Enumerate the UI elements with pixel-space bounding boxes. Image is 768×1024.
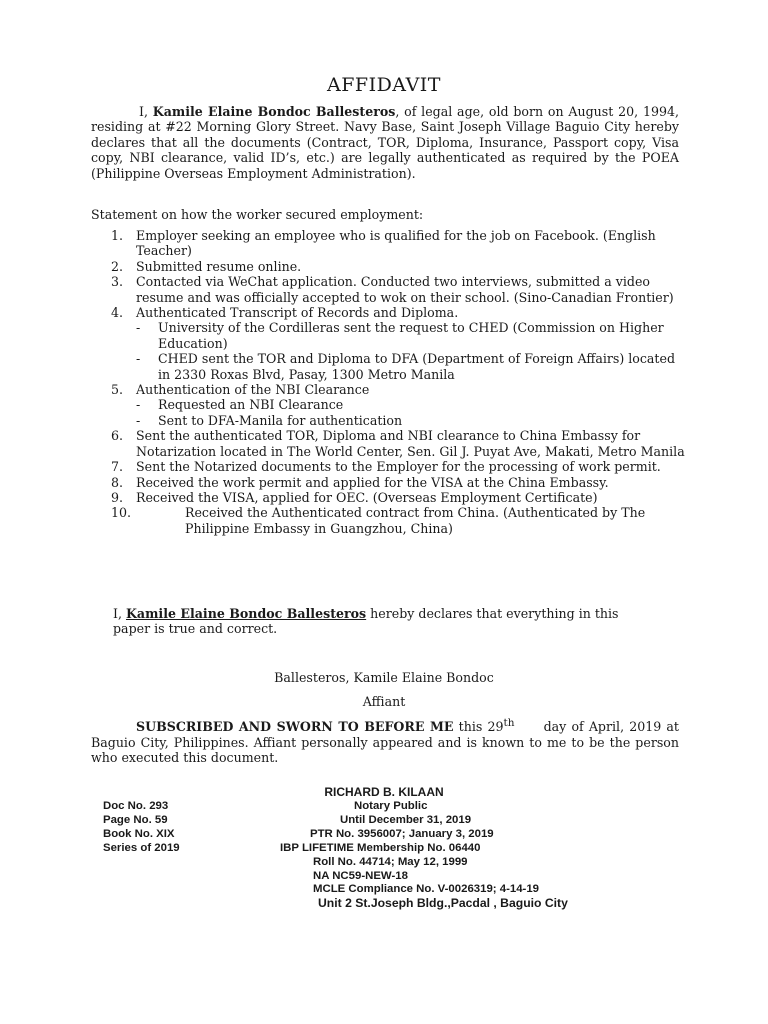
sub-item (136, 320, 691, 351)
item-text: Received the VISA, applied for OEC. (Overseas Employment Certificate) (136, 489, 598, 505)
dash-bullet: - (136, 320, 141, 336)
list-item (91, 274, 691, 305)
dash-bullet: - (136, 351, 141, 367)
item-text: Submitted resume online. (136, 258, 302, 274)
sub-item-text: CHED sent the TOR and Diploma to DFA (Department of Foreign Affairs) located in 2330 Roxas Blvd, Pasay, 1300 Metro Manila (158, 351, 676, 382)
list-item (91, 459, 691, 474)
item-number: 10. (111, 505, 132, 521)
item-number: 6. (111, 428, 124, 444)
list-item (91, 228, 691, 259)
sub-item-text: University of the Cordilleras sent the request to CHED (Commission on Higher Education) (158, 320, 664, 351)
page-number: Page No. 59 (103, 813, 168, 826)
item-number: 4. (111, 305, 124, 321)
series-number: Series of 2019 (103, 841, 180, 854)
list-item (91, 382, 691, 428)
statement-heading: Statement on how the worker secured employment: (91, 207, 424, 222)
steps-list (91, 228, 691, 536)
dash-bullet: - (136, 412, 141, 428)
list-item (91, 505, 691, 536)
jurat-text: day of April, 2019 at Baguio City, Philippines. Affiant personally appeared and is known to me to be the person who executed this document. (91, 719, 679, 765)
item-text: Received the work permit and applied for the VISA at the China Embassy. (136, 474, 609, 490)
notary-commission: Until December 31, 2019 (340, 813, 472, 826)
ibp-membership: IBP LIFETIME Membership No. 06440 (280, 841, 481, 854)
list-item (91, 305, 691, 382)
affiant-name: Kamile Elaine Bondoc Ballesteros (152, 104, 396, 119)
item-text: Sent the authenticated TOR, Diploma and NBI clearance to China Embassy for Notarization located in The World Center, Sen. Gil J. Puyat Ave, Makati, Metro Manila (136, 428, 685, 459)
item-number: 7. (111, 459, 124, 475)
item-number: 5. (111, 382, 124, 398)
sub-item-text: Sent to DFA-Manila for authentication (158, 412, 403, 428)
item-text: Authentication of the NBI Clearance (136, 382, 370, 398)
declarant-name: Kamile Elaine Bondoc Ballesteros (125, 606, 367, 621)
declaration-lead: I, (113, 606, 126, 621)
list-item (91, 475, 691, 490)
item-number: 2. (111, 258, 124, 274)
declaration-paragraph (113, 606, 653, 637)
notary-title: Notary Public (354, 800, 428, 812)
doc-number: Doc No. 293 (103, 800, 169, 812)
item-text: Employer seeking an employee who is qualified for the job on Facebook. (English Teacher) (136, 228, 656, 259)
item-number: 9. (111, 489, 124, 505)
list-item (91, 259, 691, 274)
item-number: 8. (111, 474, 124, 490)
item-number: 1. (111, 228, 124, 243)
dash-bullet: - (136, 397, 141, 413)
ptr-number: PTR No. 3956007; January 3, 2019 (310, 827, 494, 840)
roll-number: Roll No. 44714; May 12, 1999 (313, 855, 468, 868)
notary-address: Unit 2 St.Joseph Bldg.,Pacdal , Baguio City (318, 896, 568, 911)
intro-lead: I, (139, 104, 153, 119)
jurat-day: this 29 (453, 719, 504, 735)
sub-item (136, 397, 691, 412)
list-item (91, 428, 691, 459)
mcle-compliance: MCLE Compliance No. V-0026319; 4-14-19 (313, 883, 539, 896)
intro-text: , of legal age, old born on August 20, 1994, residing at #22 Morning Glory Street. Navy Base, Saint Joseph Village Baguio City hereby declares that all the documents (Contract, TOR, Diploma, Insurance, Passport copy, Visa copy, NBI clearance, valid ID’s, etc.) are legally authenticated as required by the POEA (Philippine Overseas Employment Administration). (91, 104, 679, 181)
sub-item-text: Requested an NBI Clearance (158, 397, 344, 413)
signature-name: Ballesteros, Kamile Elaine Bondoc (274, 670, 494, 685)
notary-name: RICHARD B. KILAAN (324, 785, 444, 799)
item-text: Received the Authenticated contract from China. (Authenticated by The Philippine Embassy in Guangzhou, China) (185, 505, 646, 536)
item-text: Sent the Notarized documents to the Employer for the processing of work permit. (136, 459, 661, 475)
day-suffix: th (503, 717, 515, 729)
list-item (91, 490, 691, 505)
jurat-heading: SUBSCRIBED AND SWORN TO BEFORE ME (136, 719, 454, 735)
intro-paragraph (91, 104, 679, 181)
item-text: Contacted via WeChat application. Conducted two interviews, submitted a video resume and was officially accepted to wok on their school. (Sino-Canadian Frontier) (136, 274, 674, 305)
na-number: NA NC59-NEW-18 (313, 869, 408, 882)
jurat-paragraph (91, 716, 679, 765)
declaration-text: hereby declares that everything in this paper is true and correct. (113, 606, 619, 637)
item-number: 3. (111, 274, 124, 290)
item-text: Authenticated Transcript of Records and Diploma. (136, 305, 459, 321)
document-title: AFFIDAVIT (326, 74, 441, 96)
sub-item (136, 351, 691, 382)
signature-role: Affiant (362, 694, 406, 709)
notary-details-block (0, 800, 768, 911)
sub-item (136, 413, 691, 428)
book-number: Book No. XIX (103, 827, 175, 840)
